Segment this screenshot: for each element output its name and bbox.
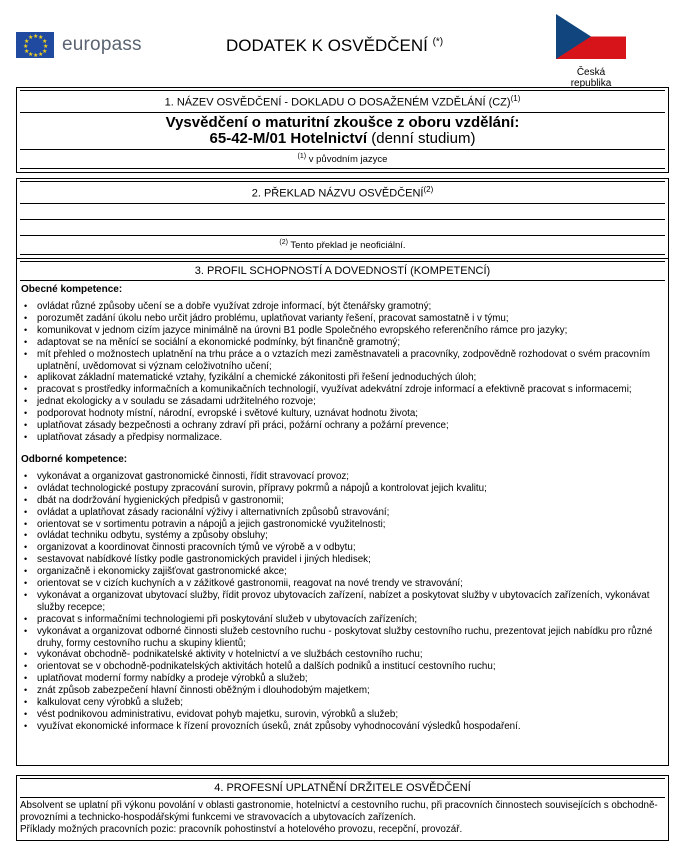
section-1-note-text: v původním jazyce [306,153,388,165]
competence-item: • ovládat techniku odbytu, systémy a způsoby obsluhy; [17,530,664,542]
competence-item: • porozumět zadání úkolu nebo určit jádro problému, uplatňovat varianty řešení, pracovat samostatně i v týmu; [17,313,664,325]
competence-item: • vést podnikovou administrativu, evidovat pohyb majetku, surovin, výrobků a služeb; [17,709,664,721]
competence-item: • uplatňovat zásady bezpečnosti a ochrany zdraví při práci, požární ochrany a požární prevence; [17,420,664,432]
competence-item: • komunikovat v jednom cizím jazyce minimálně na úrovni B1 podle Společného evropského referenčního rámce pro jazyky; [17,325,664,337]
competence-item: • uplatňovat moderní formy nabídky a prodeje výrobků a služeb; [17,673,664,685]
translation-blank-row-1 [20,204,665,220]
competence-item: • mít přehled o možnostech uplatnění na trhu práce a o vztazích mezi zaměstnavateli a pracovníky, zodpovědně rozhodovat o svém pracovním uplatnění, uvědomovat si význam celoživotního učení; [17,349,664,373]
section-4-paragraph-2: Příklady možných pracovních pozic: pracovník pohostinství a hotelového provozu, recepční, provozář. [20,824,463,835]
section-2-note-mark: (2) [279,238,288,246]
section-2-note [20,236,665,255]
section-1-heading-text: 1. NÁZEV OSVĚDČENÍ - DOKLADU O DOSAŽENÉM VZDĚLÁNÍ (CZ) [164,96,511,109]
section-2-heading-mark: (2) [423,185,434,194]
competence-item: • uplatňovat zásady a předpisy normalizace. [17,432,664,444]
translation-blank-row-2 [20,220,665,236]
section-4-heading [20,778,665,798]
section-2-heading [20,181,665,204]
section-1-note-mark: (1) [297,152,307,160]
section-4-paragraph-1: Absolvent se uplatní při výkonu povolání v oblasti gastronomie, hotelnictví a cestovního ruchu, při pracovních činnostech souvisejících s obchodně-provozními a technicko-hospodářskými funkcemi ve stravovacích a ubytovacích zařízeních. [20,800,658,823]
section-1-heading-mark: (1) [510,94,521,103]
competence-item: • podporovat hodnoty místní, národní, evropské i světové kultury, uznávat hodnotu života; [17,408,664,420]
country-name: Česká republika [570,67,612,89]
section-2-heading-text: 2. PŘEKLAD NÁZVU OSVĚDČENÍ [251,187,424,200]
document-title [226,36,443,56]
title-footnote-mark: (*) [432,36,444,48]
competence-item: • ovládat technologické postupy zpracování surovin, přípravy pokrmů a nápojů a kontrolovat jejich kvalitu; [17,483,664,495]
competence-item: • znát způsob zabezpečení hlavní činnosti oběžným i dlouhodobým majetkem; [17,685,664,697]
section-4 [16,775,669,841]
competence-item: • vykonávat a organizovat odborné činnosti služeb cestovního ruchu - poskytovat služby cestovního ruchu, prezentovat jejich nabídku pro různé druhy, formy cestovního ruchu a skupiny klientů; [17,626,664,650]
competence-item: • dbát na dodržování hygienických předpisů v gastronomii; [17,495,664,507]
general-competences-list [17,301,668,444]
document-title-text: DODATEK K OSVĚDČENÍ [226,36,428,55]
professional-competences-list [17,471,668,733]
certificate-title-line1: Vysvědčení o maturitní zkoušce z oboru vzdělání: [165,113,520,131]
competence-item: • kalkulovat ceny výrobků a služeb; [17,697,664,709]
section-2 [16,178,669,259]
competence-item: • organizovat a koordinovat činnosti pracovních týmů ve výrobě a v odbytu; [17,542,664,554]
section-1 [16,87,669,173]
competence-item: • sestavovat nabídkové lístky podle gastronomických pravidel i jiných hledisek; [17,554,664,566]
certificate-study-mode: (denní studium) [367,129,476,147]
competence-item: • ovládat a uplatňovat zásady racionální výživy i alternativních způsobů stravování; [17,507,664,519]
section-1-note [20,150,665,169]
eu-flag-icon: ★ ★ ★ ★ ★ ★ ★ ★ ★ ★ ★ ★ [16,32,54,58]
professional-competences-label: Odborné kompetence: [21,453,128,465]
section-4-text [17,798,668,840]
competence-item: • vykonávat a organizovat ubytovací služby, řídit provoz ubytovacích zařízení, nabízet a poskytovat služby v ubytovacích zařízeních, vykonávat služby recepce; [17,590,664,614]
competence-item: • vykonávat a organizovat gastronomické činnosti, řídit stravovací provoz; [17,471,664,483]
certificate-title [20,113,665,150]
logo-text: europass [62,34,142,55]
competence-item: • organizačně i ekonomicky zajišťovat gastronomické akce; [17,566,664,578]
competence-item: • aplikovat základní matematické vztahy, fyzikální a chemické zákonitosti při řešení jednoduchých úloh; [17,372,664,384]
czech-flag-icon [556,14,626,59]
section-2-note-text: Tento překlad je neoficiální. [287,239,406,251]
competence-item: • pracovat s prostředky informačních a komunikačních technologií, využívat adekvátní zdroje informací a efektivně pracovat s informacemi; [17,384,664,396]
competence-item: • vykonávat obchodně- podnikatelské aktivity v hotelnictví a ve službách cestovního ruchu; [17,649,664,661]
section-3-heading [20,261,665,281]
section-3-heading-text: 3. PROFIL SCHOPNOSTÍ A DOVEDNOSTÍ (KOMPETENCÍ) [194,265,491,277]
section-4-heading-text: 4. PROFESNÍ UPLATNĚNÍ DRŽITELE OSVĚDČENÍ [214,782,471,794]
competence-item: • orientovat se v sortimentu potravin a nápojů a jejich gastronomické využitelnosti; [17,519,664,531]
competence-item: • využívat ekonomické informace k řízení provozních úseků, znát způsoby vyhodnocování výsledků hospodaření. [17,721,664,733]
competence-item: • adaptovat se na měnící se sociální a ekonomické podmínky, být finančně gramotný; [17,337,664,349]
section-1-heading [20,90,665,113]
page-header [0,0,683,89]
europass-logo [16,32,142,58]
competence-item: • pracovat s informačními technologiemi při poskytování služeb v ubytovacích zařízeních; [17,614,664,626]
competence-item: • ovládat různé způsoby učení se a dobře využívat zdroje informací, být čtenářsky gramotný; [17,301,664,313]
general-competences-label: Obecné kompetence: [21,284,123,295]
section-3 [16,258,669,766]
competence-item: • orientovat se v cizích kuchyních a v zážitkové gastronomii, reagovat na nové trendy ve stravování; [17,578,664,590]
country-block [556,14,626,89]
competence-item: • orientovat se v obchodně-podnikatelských aktivitách hotelů a dalších podniků a institucí cestovního ruchu; [17,661,664,673]
competence-item: • jednat ekologicky a v souladu se zásadami udržitelného rozvoje; [17,396,664,408]
certificate-field-code: 65-42-M/01 Hotelnictví [209,129,368,147]
